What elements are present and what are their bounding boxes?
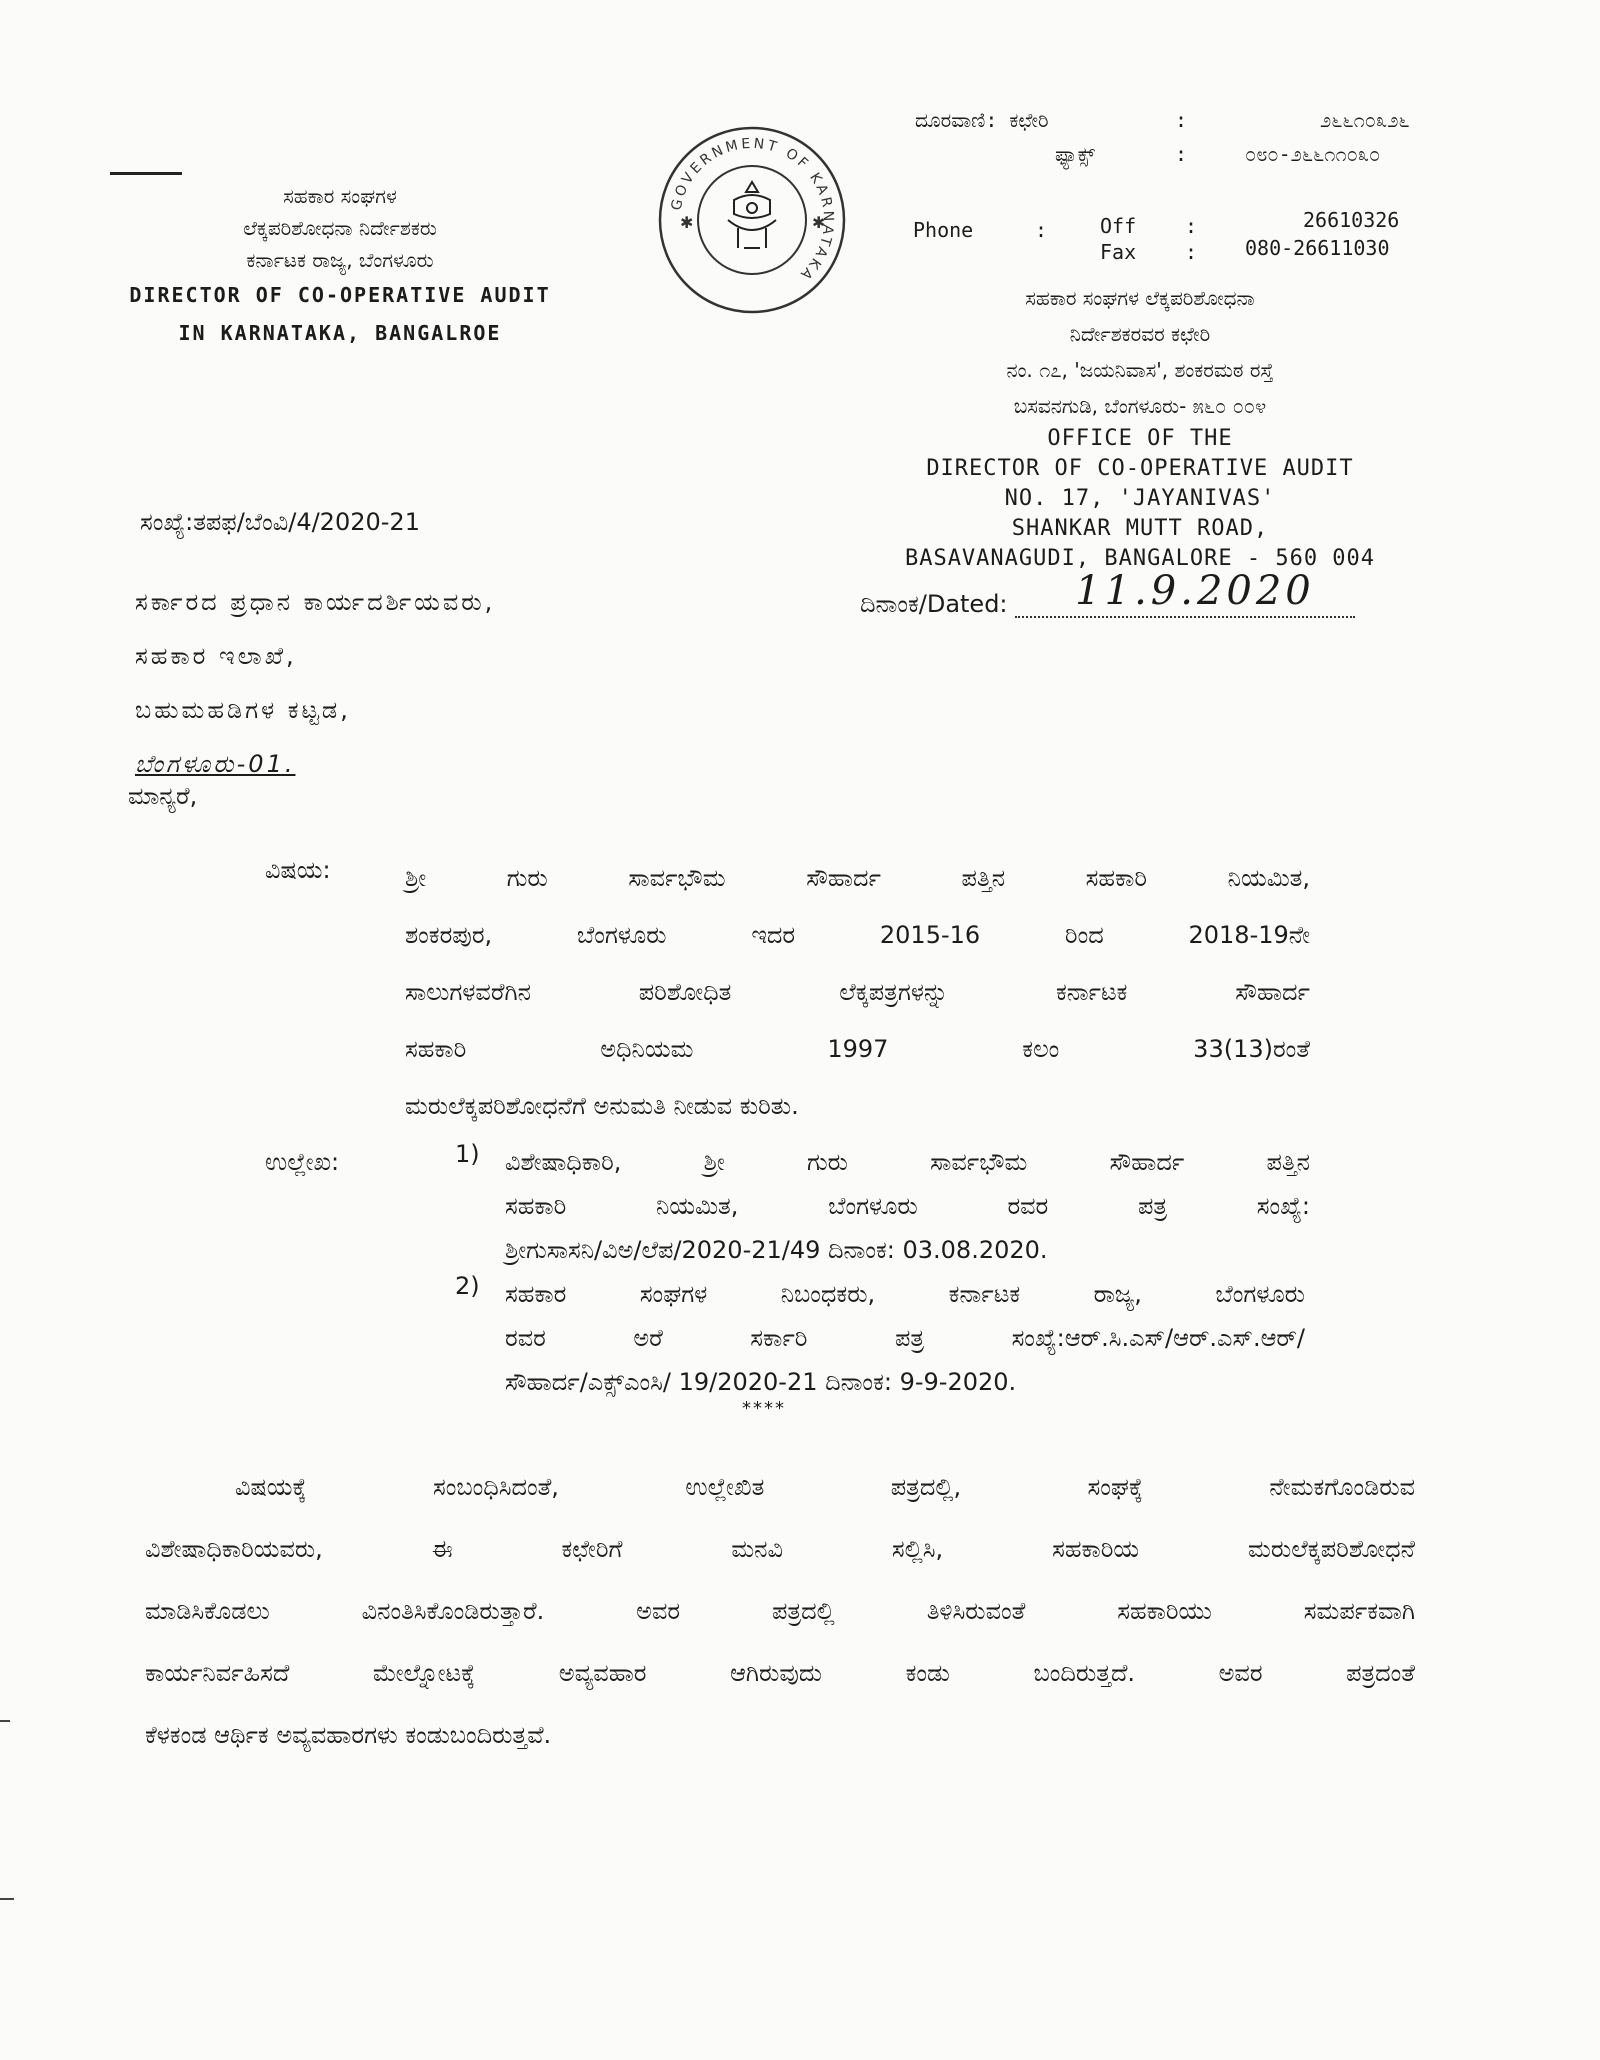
references-label: ಉಲ್ಲೇಖ: [265,1148,340,1176]
reference-2-line3: ಸೌಹಾರ್ದ/ಎಕ್ಸ್‌ಎಂಸಿ/ 19/2020-21 ದಿನಾಂಕ: 9-9-2020. [505,1368,1017,1396]
subject-label: ವಿಷಯ: [265,856,331,884]
reference-1-num: 1) [455,1140,480,1168]
issuer-kn-line3: ಕರ್ನಾಟಕ ರಾಜ್ಯ, ಬೆಂಗಳೂರು [246,248,434,272]
recipient-line2: ಸಹಕಾರ ಇಲಾಖೆ, [135,642,297,670]
subject-block [405,850,1310,1135]
fax-value: 080-26611030 [1245,236,1390,260]
issuer-block [60,180,620,352]
kn-fax-value: ೦೮೦-೨೬೬೧೧೦೩೦ [1245,142,1381,166]
svg-text:GOVERNMENT OF KARNATAKA [669,136,837,284]
dated-field [860,568,1355,618]
recipient-line1: ಸರ್ಕಾರದ ಪ್ರಧಾನ ಕಾರ್ಯದರ್ಶಿಯವರು, [135,588,496,616]
fax-label: Fax [1100,240,1137,264]
address-en-line5: BASAVANAGUDI, BANGALORE - 560 004 [904,546,1376,571]
fax-colon: : [1185,240,1198,264]
reference-1 [505,1140,1310,1272]
body-paragraph [145,1456,1415,1766]
reference-2 [505,1272,1305,1404]
margin-mark [0,1898,14,1900]
subject-line2: ಶಂಕರಪುರ, ಬೆಂಗಳೂರು ಇದರ 2015-16 ರಿಂದ 2018-19ನೇ [405,921,1310,949]
reference-1-line3: ಶ್ರೀಗುಸಾಸನಿ/ವಿಅ/ಲೆಪ/2020-21/49 ದಿನಾಂಕ: 03.08.2020. [505,1236,1048,1264]
header-dash [110,172,182,175]
off-colon: : [1185,214,1198,238]
body-line3: ಮಾಡಿಸಿಕೊಡಲು ವಿನಂತಿಸಿಕೊಂಡಿರುತ್ತಾರೆ. ಅವರ ಪತ್ರದಲ್ಲಿ ತಿಳಿಸಿರುವಂತೆ ಸಹಕಾರಿಯು ಸಮರ್ಪಕವಾಗಿ [145,1597,1415,1625]
body-line5: ಕೆಳಕಂಡ ಆರ್ಥಿಕ ಅವ್ಯವಹಾರಗಳು ಕಂಡುಬಂದಿರುತ್ತವೆ. [145,1721,552,1749]
margin-mark [0,1720,10,1722]
reference-2-line1: ಸಹಕಾರ ಸಂಘಗಳ ನಿಬಂಧಕರು, ಕರ್ನಾಟಕ ರಾಜ್ಯ, ಬೆಂಗಳೂರು [505,1280,1305,1308]
subject-line5: ಮರುಲೆಕ್ಕಪರಿಶೋಧನೆಗೆ ಅನುಮತಿ ನೀಡುವ ಕುರಿತು. [405,1092,799,1120]
kn-phone-label: ದೂರವಾಣಿ: ಕಛೇರಿ [915,108,1049,132]
kn-fax-colon: : [1175,142,1188,166]
off-value: 26610326 [1303,208,1400,232]
reference-1-line1: ವಿಶೇಷಾಧಿಕಾರಿ, ಶ್ರೀ ಗುರು ಸಾರ್ವಭೌಮ ಸೌಹಾರ್ದ ಪತ್ತಿನ [505,1148,1310,1176]
recipient-block [135,575,495,791]
issuer-kn-line1: ಸಹಕಾರ ಸಂಘಗಳ [283,184,397,208]
address-kn-line4: ಬಸವನಗುಡಿ, ಬೆಂಗಳೂರು- ೫೬೦ ೦೦೪ [1013,394,1267,418]
kn-phone-value: ೨೬೬೧೦೩೨೬ [1320,108,1410,132]
address-kn-line3: ನಂ. ೧೭, 'ಜಯನಿವಾಸ', ಶಂಕರಮಠ ರಸ್ತೆ [1006,358,1274,382]
dated-label: ದಿನಾಂಕ/Dated: [860,590,1008,618]
body-line2: ವಿಶೇಷಾಧಿಕಾರಿಯವರು, ಈ ಕಛೇರಿಗೆ ಮನವಿ ಸಲ್ಲಿಸಿ, ಸಹಕಾರಿಯ ಮರುಲೆಕ್ಕಪರಿಶೋಧನೆ [145,1535,1415,1563]
office-address-block [860,280,1420,574]
issuer-en-line2: IN KARNATAKA, BANGALROE [178,321,502,345]
reference-number: ಸಂಖ್ಯೆ:ತಪಫ/ಬೆಂವಿ/4/2020-21 [140,508,420,536]
phone-label: Phone [913,218,974,242]
subject-line4: ಸಹಕಾರಿ ಅಧಿನಿಯಮ 1997 ಕಲಂ 33(13)ರಂತೆ [405,1035,1310,1063]
seal-text: GOVERNMENT OF KARNATAKA [668,135,837,285]
government-seal-icon [652,120,852,320]
address-en-line1: OFFICE OF THE [1047,426,1233,451]
address-en-line2: DIRECTOR OF CO-OPERATIVE AUDIT [926,456,1354,481]
svg-text:✱: ✱ [812,213,826,232]
kn-fax-label: ಫ್ಯಾಕ್ಸ್ [1055,142,1096,166]
recipient-line4: ಬೆಂಗಳೂರು-01. [135,750,296,778]
kn-phone-colon: : [1175,108,1188,132]
off-label: Off [1100,214,1137,238]
reference-1-line2: ಸಹಕಾರಿ ನಿಯಮಿತ, ಬೆಂಗಳೂರು ರವರ ಪತ್ರ ಸಂಖ್ಯೆ: [505,1192,1310,1220]
reference-2-num: 2) [455,1272,480,1300]
salutation: ಮಾನ್ಯರೆ, [128,782,198,810]
address-kn-line1: ಸಹಕಾರ ಸಂಘಗಳ ಲೆಕ್ಕಪರಿಶೋಧನಾ [1025,286,1255,310]
svg-text:✱: ✱ [680,213,694,232]
issuer-en-line1: DIRECTOR OF CO-OPERATIVE AUDIT [129,283,551,307]
dated-handwritten-value: 11.9.2020 [1075,568,1315,614]
reference-2-line2: ರವರ ಅರೆ ಸರ್ಕಾರಿ ಪತ್ರ ಸಂಖ್ಯೆ:ಆರ್.ಸಿ.ಎಸ್/ಆರ್.ಎಸ್.ಆರ್/ [505,1324,1305,1352]
subject-line3: ಸಾಲುಗಳವರೆಗಿನ ಪರಿಶೋಧಿತ ಲೆಕ್ಕಪತ್ರಗಳನ್ನು ಕರ್ನಾಟಕ ಸೌಹಾರ್ದ [405,978,1310,1006]
subject-line1: ಶ್ರೀ ಗುರು ಸಾರ್ವಭೌಮ ಸೌಹಾರ್ದ ಪತ್ತಿನ ಸಹಕಾರಿ ನಿಯಮಿತ, [405,864,1310,892]
address-en-line3: NO. 17, 'JAYANIVAS' [1004,486,1276,511]
body-line4: ಕಾರ್ಯನಿರ್ವಹಿಸದೆ ಮೇಲ್ನೋಟಕ್ಕೆ ಅವ್ಯವಹಾರ ಆಗಿರುವುದು ಕಂಡು ಬಂದಿರುತ್ತದೆ. ಅವರ ಪತ್ರದಂತೆ [145,1659,1415,1687]
address-en-line4: SHANKAR MUTT ROAD, [1011,516,1269,541]
address-kn-line2: ನಿರ್ದೇಶಕರವರ ಕಛೇರಿ [1069,322,1211,346]
recipient-line3: ಬಹುಮಹಡಿಗಳ ಕಟ್ಟಡ, [135,696,351,724]
phone-colon: : [1035,218,1048,242]
issuer-kn-line2: ಲೆಕ್ಕಪರಿಶೋಧನಾ ನಿರ್ದೇಶಕರು [243,216,437,240]
separator: **** [742,1398,786,1419]
body-line1: ವಿಷಯಕ್ಕೆ ಸಂಬಂಧಿಸಿದಂತೆ, ಉಲ್ಲೇಖಿತ ಪತ್ರದಲ್ಲಿ, ಸಂಘಕ್ಕೆ ನೇಮಕಗೊಂಡಿರುವ [235,1473,1415,1501]
dated-dotted-line [1015,568,1355,618]
